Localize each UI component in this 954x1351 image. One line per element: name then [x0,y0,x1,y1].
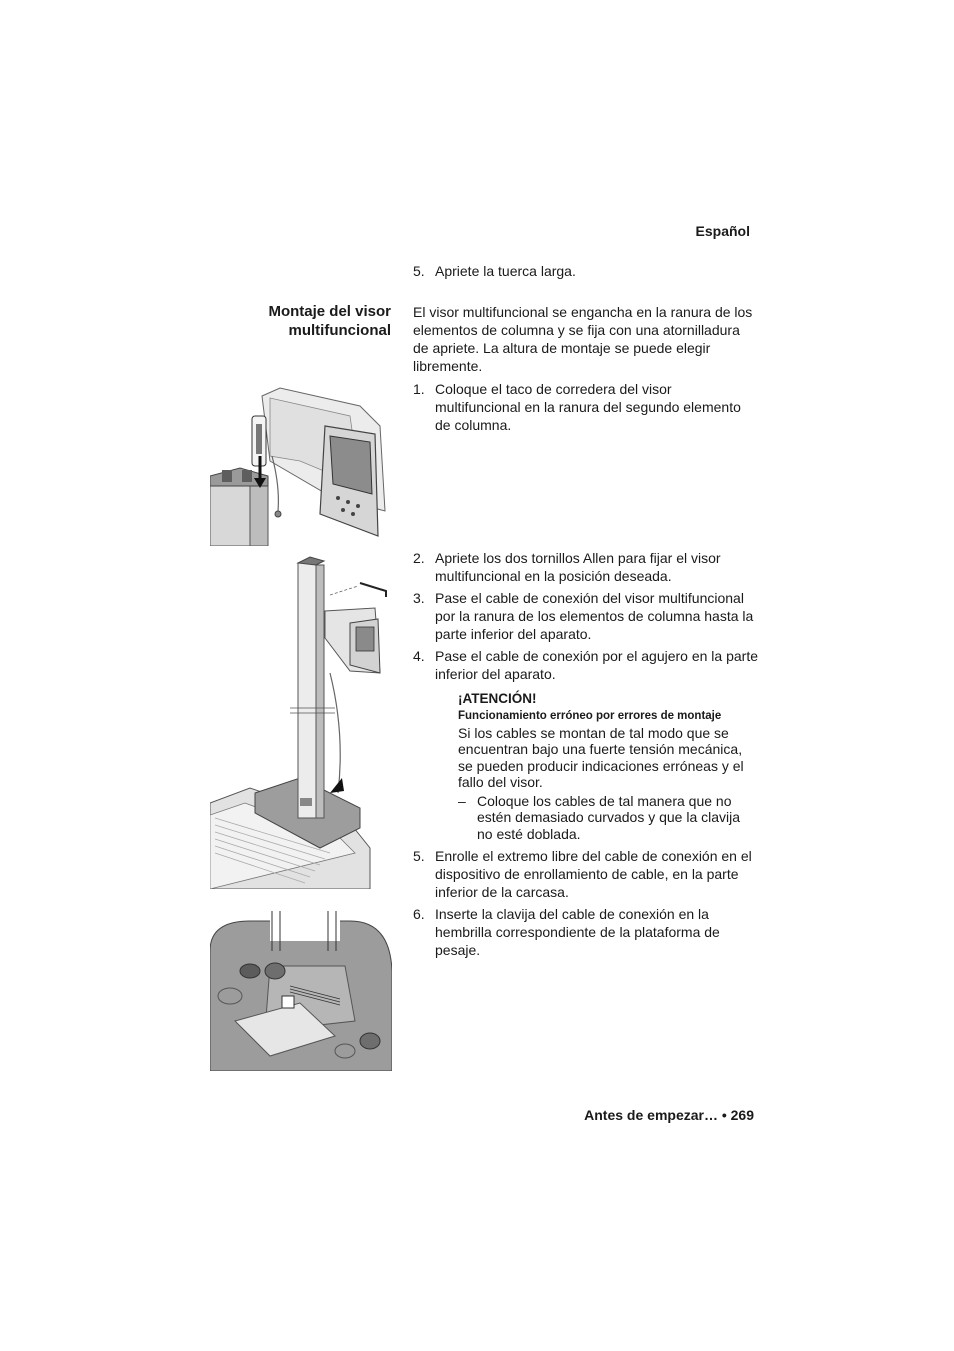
page-footer: Antes de empezar… • 269 [584,1107,754,1123]
step-top [413,262,758,280]
warning-text: Si los cables se montan de tal modo que se encuentran bajo una fuerte tensión mecánica, se pueden producir indicaciones erróneas y el fallo del visor. [458,725,744,790]
step-6 [413,905,758,959]
dash-marker: – [458,793,466,809]
warning-subtitle: Funcionamiento erróneo por errores de montaje [458,710,722,722]
step-number: 4. [413,648,425,664]
warning-title: ¡ATENCIÓN! [458,691,537,706]
section-title [210,302,391,340]
step-number: 5. [413,848,425,864]
step-text: Pase el cable de conexión del visor multifuncional por la ranura de los elementos de columna hasta la parte inferior del aparato. [435,590,754,642]
step-text: Inserte la clavija del cable de conexión en la hembrilla correspondiente de la plataforma de pesaje. [435,906,720,958]
section-intro: El visor multifuncional se engancha en la ranura de los elementos de columna y se fija con una atornilladura de apriete. La altura de montaje se puede elegir libremente. [413,304,753,374]
step-number: 5. [413,263,425,279]
step-3 [413,589,758,643]
warning-bullet-text: Coloque los cables de tal manera que no estén demasiado curvados y que la clavija no esté doblada. [477,793,741,842]
step-2 [413,549,758,585]
step-number: 6. [413,906,425,922]
step-number: 3. [413,590,425,606]
figure-display-mount [210,386,392,546]
step-number: 2. [413,550,425,566]
section-title-line1: Montaje del visor [268,303,391,320]
step-1 [413,380,758,434]
figure-platform-underside [210,911,392,1071]
section-title-line2: multifuncional [288,322,391,339]
language-label: Español [695,223,750,239]
step-text: Pase el cable de conexión por el agujero en la parte inferior del aparato. [435,648,758,682]
step-text: Coloque el taco de corredera del visor multifuncional en la ranura del segundo elemento de columna. [435,381,741,433]
step-text: Apriete la tuerca larga. [435,263,576,279]
step-5 [413,847,758,901]
step-text: Enrolle el extremo libre del cable de conexión en el dispositivo de enrollamiento de cable, en la parte inferior de la carcasa. [435,848,752,900]
step-text: Apriete los dos tornillos Allen para fijar el visor multifuncional en la posición deseada. [435,550,721,584]
step-4 [413,647,758,683]
warning-bullet [458,793,758,842]
step-number: 1. [413,381,425,397]
figure-column-assembly [210,553,392,889]
